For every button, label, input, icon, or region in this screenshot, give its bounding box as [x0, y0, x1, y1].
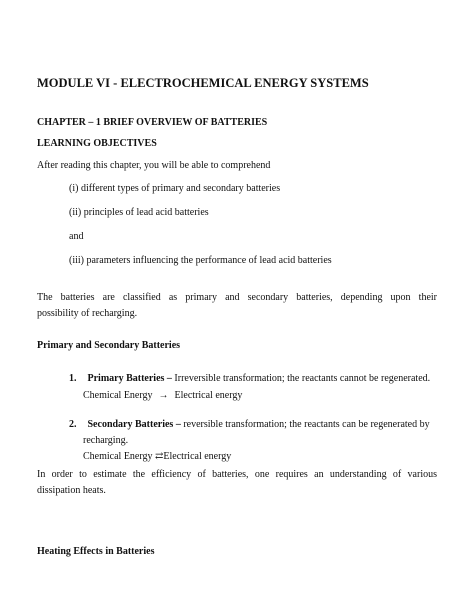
secondary-reaction [83, 451, 231, 463]
secondary-desc-continued: recharging. [83, 435, 129, 446]
reversible-arrow-icon: ⇄ [155, 451, 164, 462]
module-title: MODULE VI - ELECTROCHEMICAL ENERGY SYSTEMS [37, 76, 369, 90]
objective-item-iii: (iii) parameters influencing the performance of lead acid batteries [69, 255, 332, 266]
primary-reaction-left: Chemical Energy [83, 390, 153, 401]
secondary-reaction-left: Chemical Energy [83, 451, 153, 462]
primary-secondary-heading: Primary and Secondary Batteries [37, 340, 181, 351]
learning-objectives-heading: LEARNING OBJECTIVES [37, 138, 157, 149]
classification-line-1: The batteries are classified as primary and secondary batteries, depending upon their [37, 292, 437, 303]
heating-effects-heading: Heating Effects in Batteries [37, 546, 155, 557]
objective-item-ii: (ii) principles of lead acid batteries [69, 207, 209, 218]
list-number-2: 2. [69, 419, 77, 430]
primary-batteries-term: Primary Batteries – [87, 373, 172, 384]
objective-and: and [69, 231, 84, 242]
chapter-title: CHAPTER – 1 BRIEF OVERVIEW OF BATTERIES [37, 117, 268, 128]
objectives-intro: After reading this chapter, you will be able to comprehend [37, 160, 271, 171]
list-item-secondary [69, 419, 430, 431]
secondary-batteries-term: Secondary Batteries – [87, 419, 181, 430]
efficiency-line-1: In order to estimate the efficiency of batteries, one requires an understanding of various [37, 469, 437, 480]
secondary-batteries-desc: reversible transformation; the reactants can be regenerated by [180, 419, 430, 430]
list-item-primary [69, 373, 430, 385]
right-arrow-icon: → [158, 390, 169, 401]
primary-reaction [83, 390, 242, 402]
list-number-1: 1. [69, 373, 77, 384]
primary-batteries-desc: Irreversible transformation; the reactants cannot be regenerated. [171, 373, 431, 384]
efficiency-line-2: dissipation heats. [37, 485, 106, 496]
primary-reaction-right: Electrical energy [174, 390, 243, 401]
classification-line-2: possibility of recharging. [37, 308, 138, 319]
secondary-reaction-right: Electrical energy [163, 451, 232, 462]
objective-item-i: (i) different types of primary and secondary batteries [69, 183, 281, 194]
